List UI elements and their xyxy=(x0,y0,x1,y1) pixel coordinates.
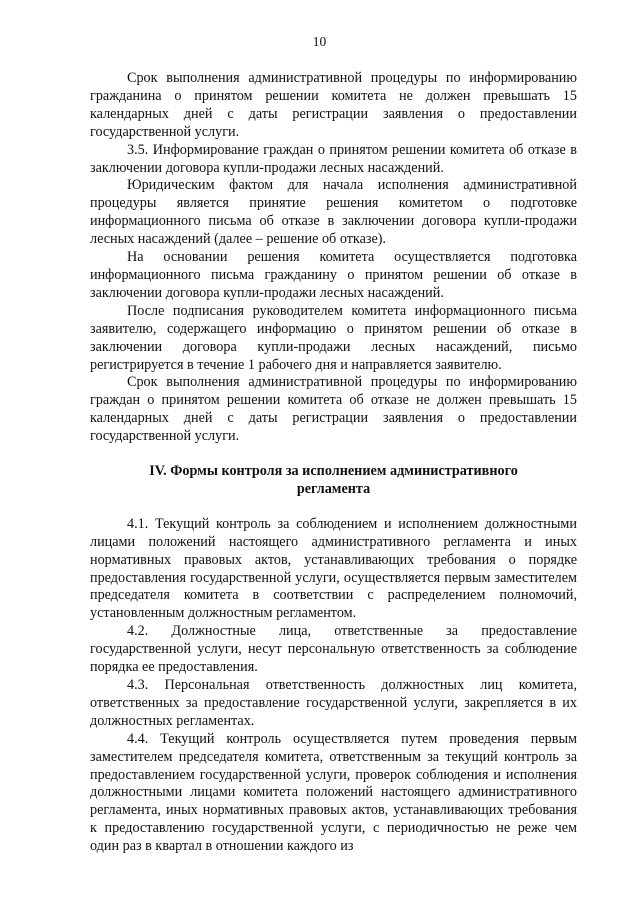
paragraph-basis-decision: На основании решения комитета осуществляется подготовка информационного письма гражданину о принятом решении об отказе в заключении договора купли-продажи лесных насаждений. xyxy=(90,249,577,301)
document-body xyxy=(90,70,577,856)
paragraph-3-5: 3.5. Информирование граждан о принятом решении комитета об отказе в заключении договора купли-продажи лесных насаждений. xyxy=(90,141,577,176)
paragraph-4-4: 4.4. Текущий контроль осуществляется путем проведения первым заместителем председателя комитета, ответственным за текущий контроль за предоставлением государственной услуги, проверок соблюдения и исполнения должностными лицами комитета положений настоящего административного регламента, иных нормативных правовых актов, устанавливающих требования к предоставлению государственной услуги, с периодичностью не реже чем один раз в квартал в отношении каждого из xyxy=(90,730,577,855)
section-heading-line2: регламента xyxy=(296,480,371,497)
paragraph-legal-fact: Юридическим фактом для начала исполнения административной процедуры является принятие решения комитетом о подготовке информационного письма об отказе в заключении договора купли-продажи лесных насаждений (далее – решение об отказе). xyxy=(90,177,577,248)
section-heading-iv xyxy=(90,463,577,499)
paragraph-deadline-refusal: Срок выполнения административной процедуры по информированию граждан о принятом решении комитета об отказе не должен превышать 15 календарных дней с даты регистрации заявления о предоставлении государственной услуги. xyxy=(90,374,577,445)
section-heading-line1: IV. Формы контроля за исполнением административного xyxy=(149,463,518,480)
paragraph-4-3: 4.3. Персональная ответственность должностных лиц комитета, ответственных за предоставление государственной услуги, закрепляется в их должностных регламентах. xyxy=(90,677,577,729)
paragraph-deadline-citizen: Срок выполнения административной процедуры по информированию гражданина о принятом решении комитета не должен превышать 15 календарных дней с даты регистрации заявления о предоставлении государственной услуги. xyxy=(90,70,577,140)
page-number: 10 xyxy=(312,34,327,49)
paragraph-4-1: 4.1. Текущий контроль за соблюдением и исполнением должностными лицами положений настоящего административного регламента и иных нормативных правовых актов, устанавливающих требования о порядке предоставления государственной услуги, осуществляется первым заместителем председателя комитета в соответствии с распределением полномочий, установленным должностным регламентом. xyxy=(90,515,577,622)
paragraph-4-2: 4.2. Должностные лица, ответственные за предоставление государственной услуги, несут персональную ответственность за соблюдение порядка ее предоставления. xyxy=(90,623,577,676)
paragraph-after-signing: После подписания руководителем комитета информационного письма заявителю, содержащего информацию о принятом решении об отказе в заключении договора купли-продажи лесных насаждений, письмо регистрируется в течение 1 рабочего дня и направляется заявителю. xyxy=(90,302,577,373)
